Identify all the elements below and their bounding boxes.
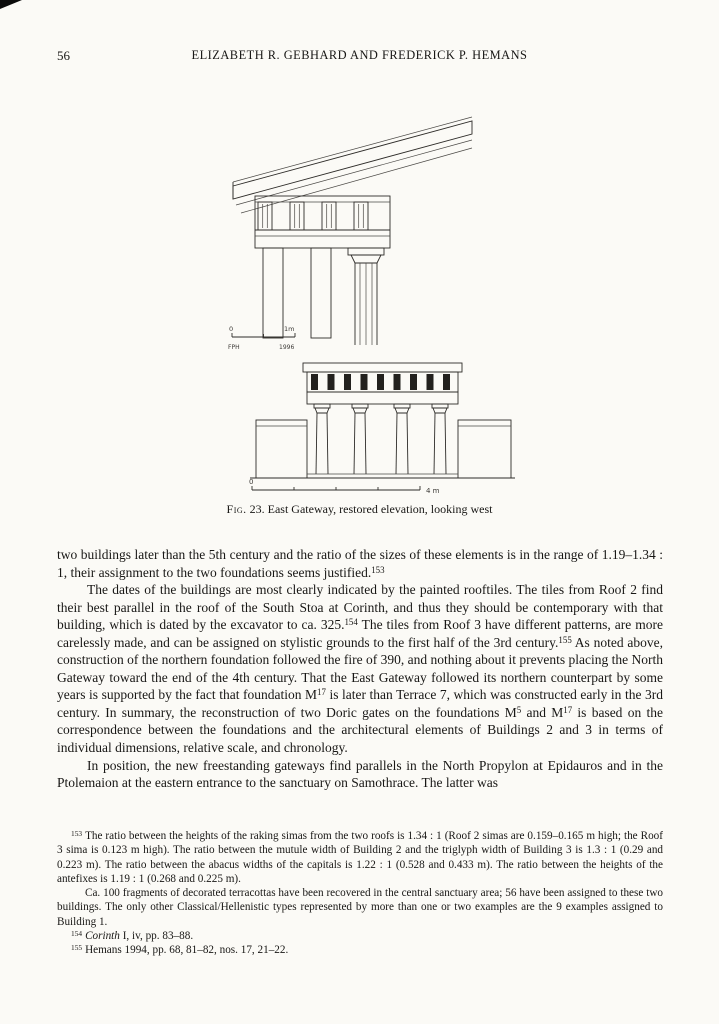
lower-facade-elevation (250, 363, 515, 478)
footnote-text: Corinth I, iv, pp. 83–88. (85, 930, 194, 943)
elevation-drawing (200, 112, 520, 507)
lower-scale-bar (249, 478, 440, 495)
figure-caption: Fig. 23. East Gateway, restored elevation, looking west (226, 502, 493, 516)
footnote-number: 155 (71, 943, 83, 953)
page-number: 56 (57, 48, 70, 63)
scale-unit-label: 1m (284, 325, 295, 333)
facade-columns (314, 404, 448, 474)
flanking-walls (256, 420, 511, 478)
scale-zero-label: 0 (249, 478, 254, 486)
footnote-number: 153 (71, 828, 83, 838)
running-header: ELIZABETH R. GEBHARD AND FREDERICK P. HEMANS (191, 48, 528, 62)
body-paragraph-2: The dates of the buildings are most clearly indicated by the painted rooftiles. The tiles from Roof 2 find their best parallel in the roof of the South Stoa at Corinth, and thus they should be contemporary with that building, which is dated by the excavator to ca. 325.$^{154}$ The tiles from Roof 3 have different patterns, are more carelessly made, and can be assigned on stylistic grounds to the first half of the 3rd century.$^{155}$ As noted above, construction of the northern foundation followed the fire of 390, and nothing about it prevents placing the North Gateway toward the end of the 4th century. That the East Gateway followed its northern counterpart by some years is supported by the fact that foundation $M^{17}$ is later than Terrace 7, which was constructed early in the 3rd century. In summary, the reconstruction of two Doric gates on the foundations $M^5$ and $M^{17}$ is based on the correspondence between the foundations and the architectural elements of Buildings 2 and 3 in terms of individual dimensions, relative scale, and chronology. (57, 582, 663, 756)
doric-column (348, 248, 384, 345)
square-piers (263, 248, 331, 338)
facade-triglyphs (311, 374, 450, 390)
scan-artifact (0, 0, 22, 9)
footnote-text: Hemans 1994, pp. 68, 81–82, nos. 17, 21–22. (85, 944, 289, 957)
figure-23 (200, 112, 520, 507)
footnote-text: Ca. 100 fragments of decorated terracottas have been recovered in the central sanctuary area; 56 have been assigned to these two buildings. The only other Classical/Hellenistic types represented by more than one or two examples are the 9 examples assigned to Building 1. (57, 887, 663, 928)
scale-zero-label: 0 (229, 325, 234, 333)
upper-scale-bar (228, 325, 295, 351)
footnote-153-continued (57, 886, 663, 929)
footnotes (57, 829, 663, 958)
footnote-155 (57, 943, 663, 957)
footnote-153 (57, 829, 663, 886)
raking-sima (233, 117, 472, 213)
body-paragraph-3: In position, the new freestanding gateways find parallels in the North Propylon at Epidauros and in the Ptolemaion at the eastern entrance to the sanctuary on Samothrace. The latter was (57, 757, 663, 791)
footnote-text: The ratio between the heights of the raking simas from the two roofs is 1.34 : 1 (Roof 2 simas are 0.159–0.165 m high; the Roof 3 sima is 0.123 m high). The ratio between the mutule width of Building 2 and the triglyph width of Building 3 is 1.3 : 1 (0.29 and 0.223 m). The ratio between the abacus widths of the capitals is 1.22 : 1 (0.528 and 0.433 m). The ratio between the heights of the antefixes is 1.19 : 1 (0.268 and 0.225 m). (57, 830, 663, 885)
scale-unit-label: 4 m (426, 487, 440, 495)
drafter-initials: FPH (228, 344, 240, 351)
drawing-year: 1996 (279, 344, 295, 351)
entablature (255, 196, 390, 248)
body-paragraph-1: two buildings later than the 5th century and the ratio of the sizes of these elements is in the range of 1.19–1.34 : 1, their assignment to the two foundations seems justified.$^{153}$ (57, 547, 663, 580)
body-text (57, 546, 663, 792)
footnote-154 (57, 929, 663, 943)
footnote-number: 154 (71, 928, 83, 938)
upper-corner-elevation (233, 117, 472, 345)
triglyph-frieze (258, 202, 368, 230)
